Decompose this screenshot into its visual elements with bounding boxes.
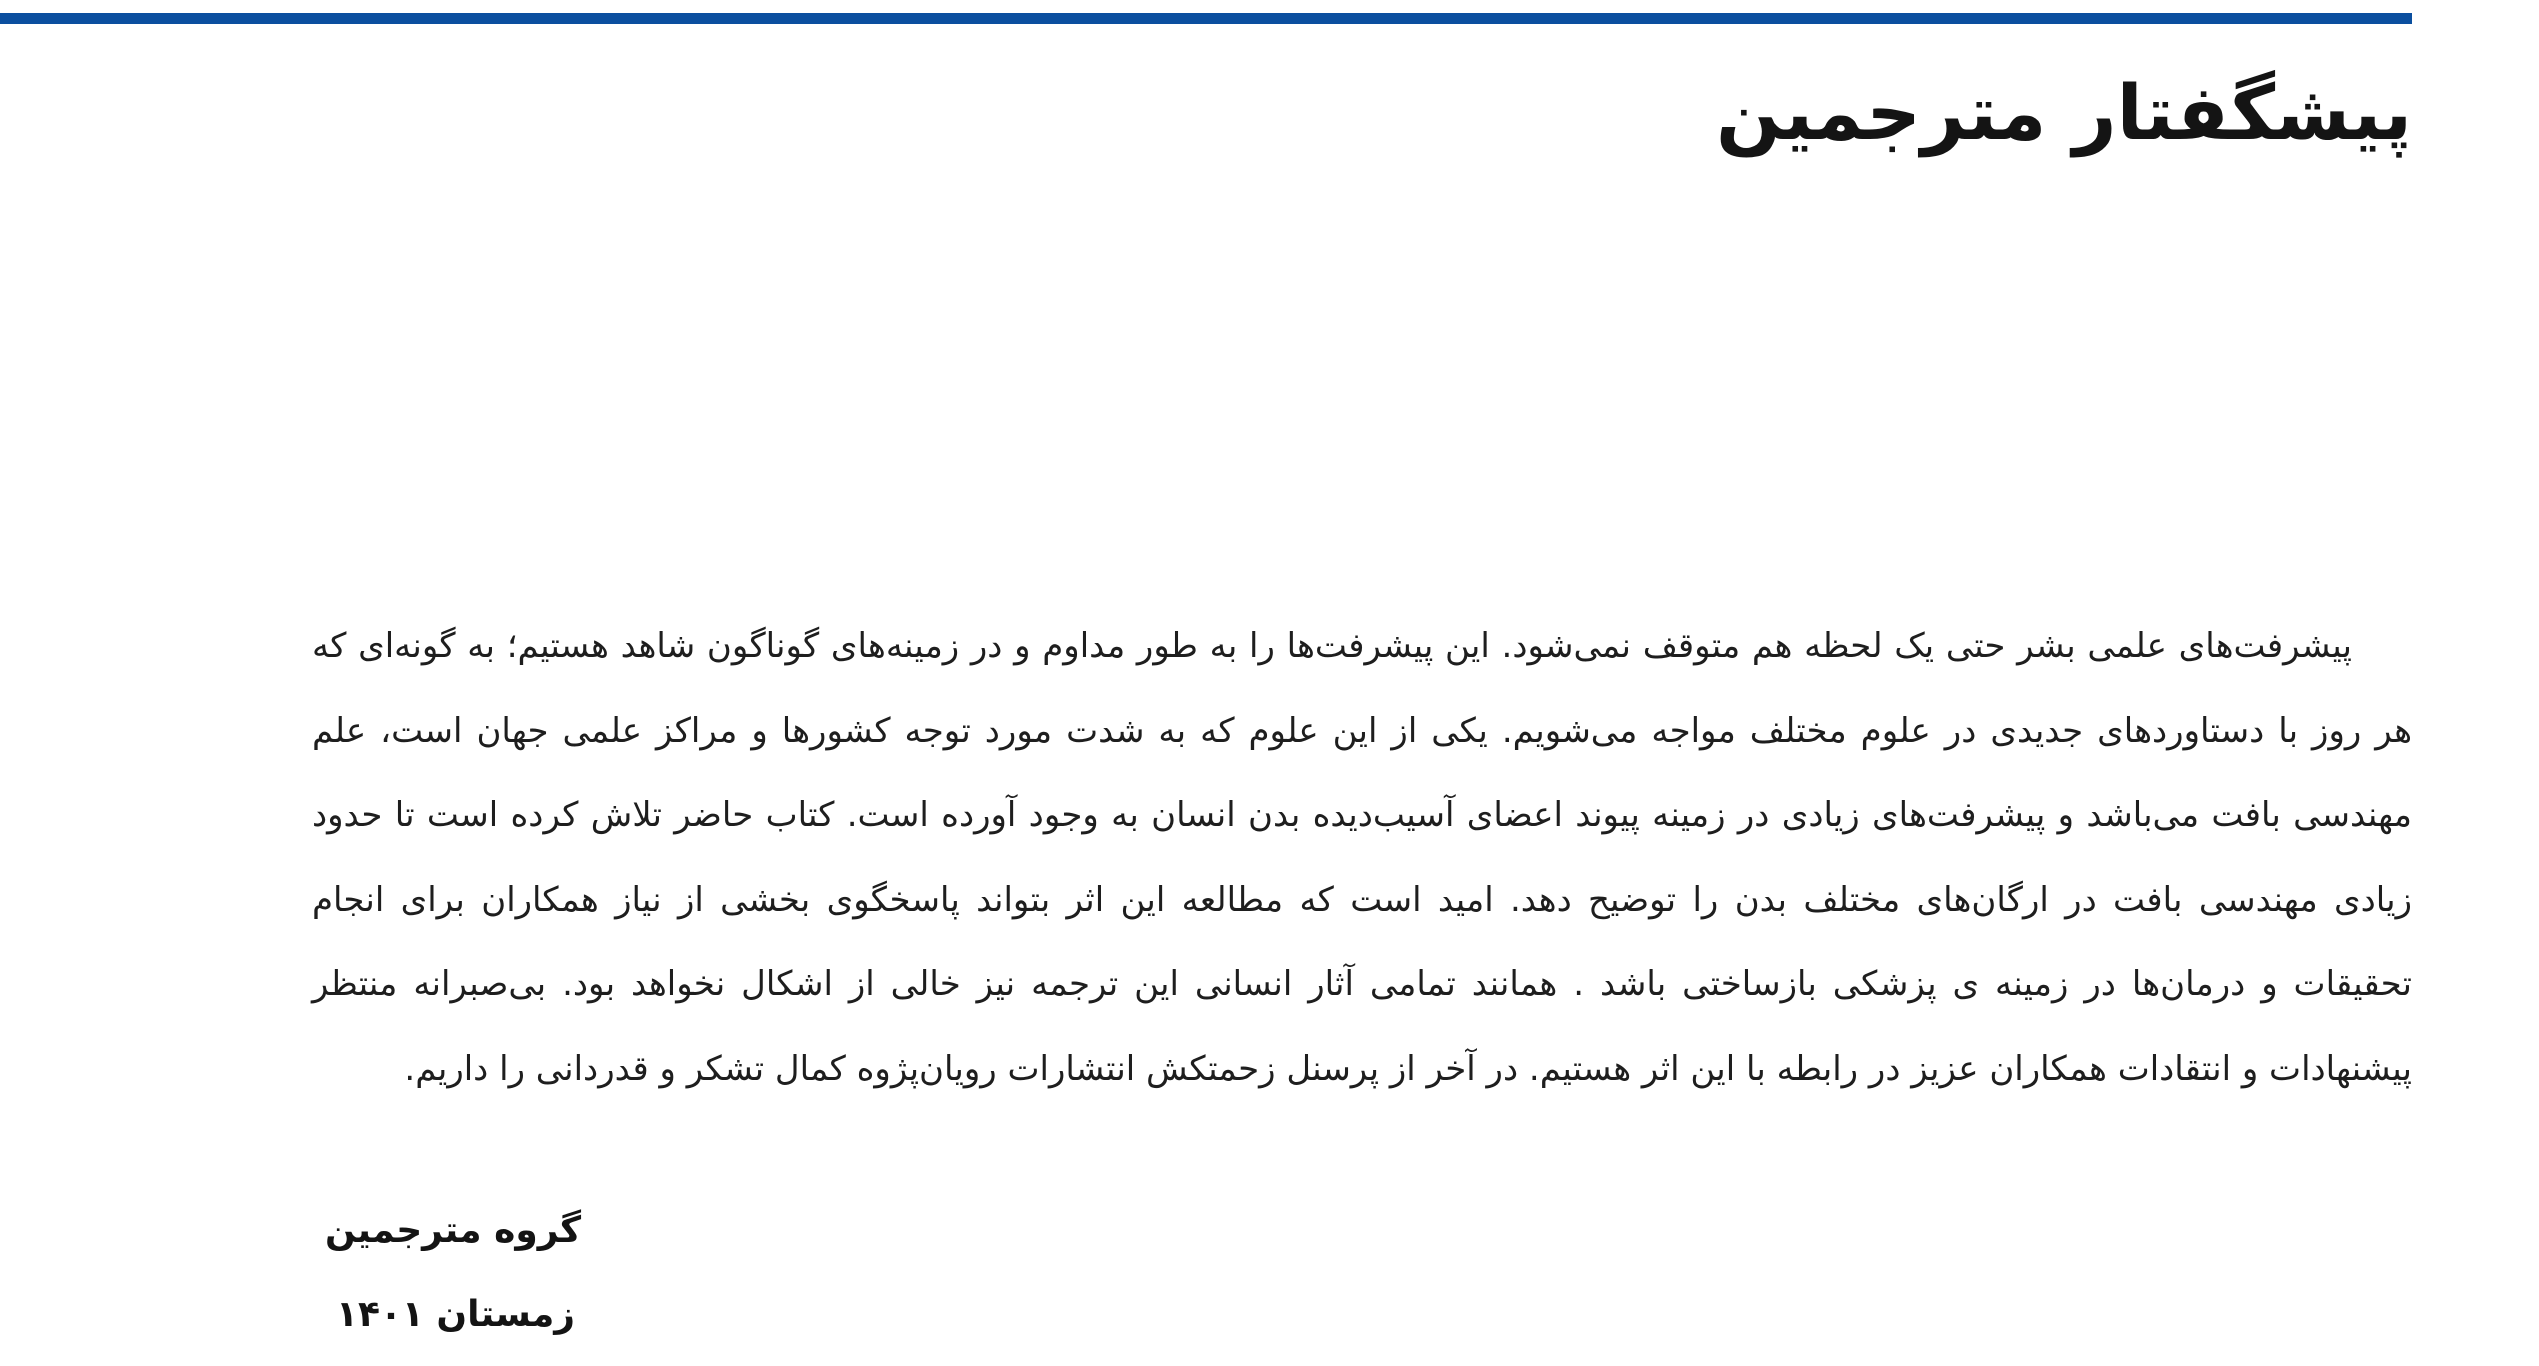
preface-paragraph	[312, 604, 2412, 1111]
signature-date: زمستان ۱۴۰۱	[336, 1294, 576, 1335]
preface-text: پیشرفت‌های علمی بشر حتی یک لحظه هم متوقف نمی‌شود. این پیشرفت‌ها را به طور مداوم و در زمینه‌های گوناگون شاهد هستیم؛ به گونه‌ای که هر روز با دستاوردهای جدیدی در علوم مختلف مواجه می‌شویم. یکی از این علوم که به شدت مورد توجه کشورها و مراکز علمی جهان است، علم مهندسی بافت می‌باشد و پیشرفت‌های زیادی در زمینه پیوند اعضای آسیب‌دیده بدن انسان به وجود آورده است. کتاب حاضر تلاش کرده است تا حدود زیادی مهندسی بافت در ارگان‌های مختلف بدن را توضیح دهد. امید است که مطالعه این اثر بتواند پاسخگوی بخشی از نیاز همکاران برای انجام تحقیقات و درمان‌ها در زمینه ی پزشکی بازساختی باشد . همانند تمامی آثار انسانی این ترجمه نیز خالی از اشکال نخواهد بود. بی‌صبرانه منتظر پیشنهادات و انتقادات همکاران عزیز در رابطه با این اثر هستیم. در آخر از پرسنل زحمتکش انتشارات رویان‌پژوه کمال تشکر و قدردانی را داریم.	[312, 626, 2412, 1089]
page-title: پیشگفتار مترجمین	[1715, 68, 2412, 157]
header-rule	[0, 13, 2412, 24]
translators-signature: گروه مترجمین	[325, 1210, 582, 1251]
